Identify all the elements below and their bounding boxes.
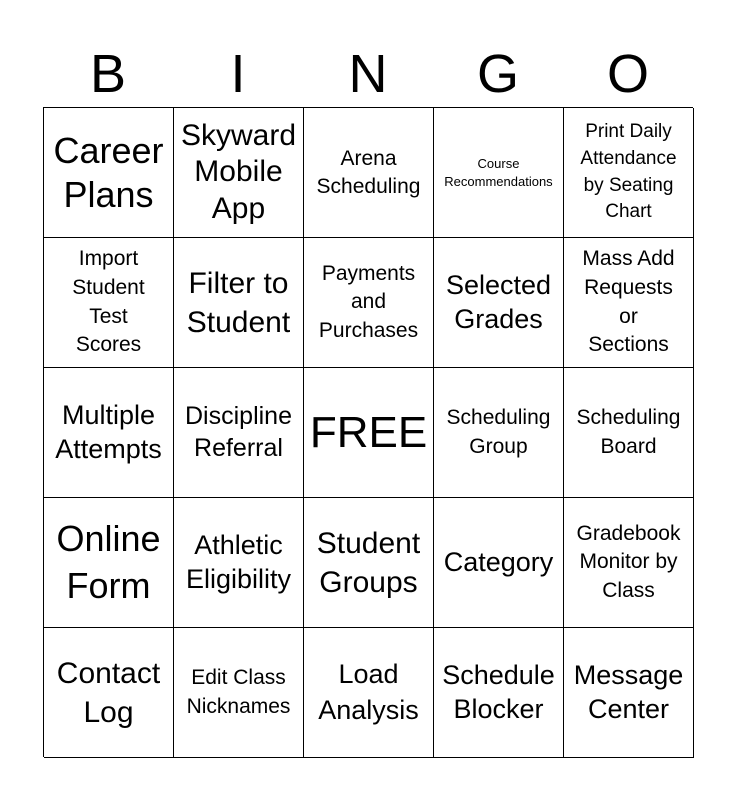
bingo-cell[interactable] — [304, 498, 434, 628]
header-letter-b: B — [89, 44, 127, 104]
cell-text: Online Form — [56, 517, 161, 606]
bingo-cell[interactable] — [434, 238, 564, 368]
cell-text: Gradebook Monitor by Class — [576, 521, 681, 602]
bingo-cell[interactable] — [564, 108, 694, 238]
cell-text: Import Student Test Scores — [72, 246, 145, 357]
cell-text: Contact Log — [56, 656, 161, 729]
bingo-board — [43, 107, 693, 757]
cell-text: Filter to Student — [186, 266, 291, 339]
bingo-header — [43, 40, 693, 108]
bingo-cell[interactable] — [44, 238, 174, 368]
bingo-cell[interactable] — [434, 108, 564, 238]
bingo-cell[interactable] — [564, 498, 694, 628]
cell-text: Edit Class Nicknames — [186, 666, 291, 718]
free-space: FREE — [309, 407, 428, 457]
cell-text: Student Groups — [316, 526, 421, 599]
cell-text: Discipline Referral — [185, 402, 292, 462]
cell-text: Message Center — [573, 659, 684, 724]
header-letter-o: O — [606, 44, 649, 104]
bingo-cell[interactable] — [174, 108, 304, 238]
bingo-cell[interactable] — [304, 108, 434, 238]
bingo-cell[interactable] — [304, 238, 434, 368]
header-letter-i: I — [230, 44, 246, 104]
cell-text: Skyward Mobile App — [180, 118, 297, 225]
bingo-cell[interactable] — [174, 238, 304, 368]
cell-text: Category — [443, 546, 554, 577]
cell-text: Mass Add Requests or Sections — [582, 246, 675, 357]
bingo-cell[interactable] — [304, 628, 434, 758]
cell-text: Athletic Eligibility — [185, 529, 292, 594]
header-letter-g: G — [476, 44, 519, 104]
bingo-cell[interactable] — [174, 368, 304, 498]
cell-text: Scheduling Board — [576, 406, 681, 458]
cell-text: Selected Grades — [445, 269, 552, 334]
header-letter-n: N — [348, 44, 388, 104]
cell-text: Multiple Attempts — [55, 399, 162, 464]
cell-text: Course Recommendations — [444, 155, 553, 189]
bingo-cell[interactable] — [434, 628, 564, 758]
bingo-cell[interactable] — [44, 628, 174, 758]
cell-text: Print Daily Attendance by Seating Chart — [580, 121, 677, 223]
bingo-cell[interactable] — [564, 368, 694, 498]
cell-text: Career Plans — [53, 130, 164, 215]
cell-text: Scheduling Group — [446, 406, 551, 458]
bingo-cell[interactable] — [564, 628, 694, 758]
bingo-cell[interactable] — [44, 108, 174, 238]
bingo-cell[interactable] — [434, 368, 564, 498]
bingo-cell[interactable] — [44, 498, 174, 628]
bingo-cell[interactable] — [174, 628, 304, 758]
bingo-cell[interactable] — [44, 368, 174, 498]
bingo-cell[interactable] — [564, 238, 694, 368]
bingo-cell — [304, 368, 434, 498]
cell-text: Arena Scheduling — [316, 147, 421, 198]
cell-text: Schedule Blocker — [442, 659, 555, 724]
cell-text: Payments and Purchases — [318, 261, 419, 342]
cell-text: Load Analysis — [318, 659, 419, 725]
bingo-cell[interactable] — [174, 498, 304, 628]
bingo-cell[interactable] — [434, 498, 564, 628]
